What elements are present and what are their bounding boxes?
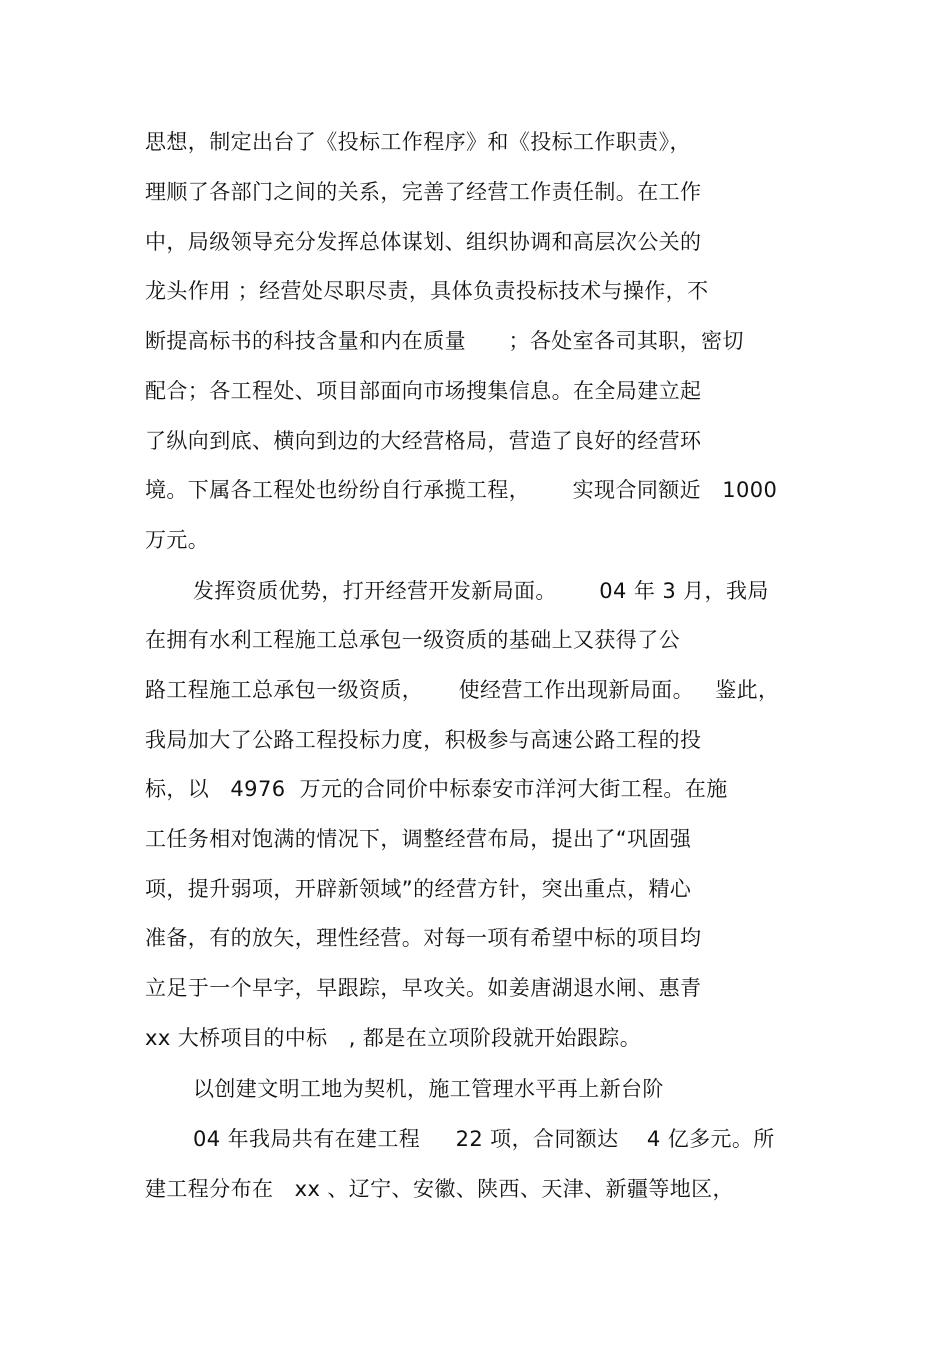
paragraph-line: 项，提升弱项，开辟新领域”的经营方针，突出重点，精心 bbox=[145, 877, 692, 901]
paragraph-line: 发挥资质优势，打开经营开发新局面。 04 年 3 月，我局 bbox=[193, 579, 769, 603]
paragraph-line: 境。下属各工程处也纷纷自行承揽工程， 实现合同额近 1000 bbox=[145, 478, 778, 502]
paragraph-line: 04 年我局共有在建工程 22 项，合同额达 4 亿多元。所 bbox=[193, 1127, 775, 1151]
paragraph-line: 工任务相对饱满的情况下，调整经营布局，提出了“巩固强 bbox=[145, 827, 692, 851]
paragraph-line: 准备，有的放矢，理性经营。对每一项有希望中标的项目均 bbox=[145, 926, 702, 950]
paragraph-line: 建工程分布在 xx 、辽宁、安徽、陕西、天津、新疆等地区， bbox=[145, 1177, 734, 1201]
paragraph-line: 了纵向到底、横向到边的大经营格局，营造了良好的经营环 bbox=[145, 429, 702, 453]
paragraph-line: 配合；各工程处、项目部面向市场搜集信息。在全局建立起 bbox=[145, 379, 702, 403]
paragraph-line: 我局加大了公路工程投标力度，积极参与高速公路工程的投 bbox=[145, 728, 702, 752]
paragraph-line: 理顺了各部门之间的关系，完善了经营工作责任制。在工作 bbox=[145, 180, 702, 204]
paragraph-line: 万元。 bbox=[145, 528, 210, 552]
paragraph-line: 在拥有水利工程施工总承包一级资质的基础上又获得了公 bbox=[145, 628, 680, 652]
paragraph-line: xx 大桥项目的中标 , 都是在立项阶段就开始跟踪。 bbox=[145, 1026, 642, 1050]
paragraph-line: 路工程施工总承包一级资质， 使经营工作出现新局面。 鉴此， bbox=[145, 678, 780, 702]
paragraph-line: 中，局级领导充分发挥总体谋划、组织协调和高层次公关的 bbox=[145, 230, 702, 254]
paragraph-line: 立足于一个早字，早跟踪，早攻关。如姜唐湖退水闸、惠青 bbox=[145, 976, 702, 1000]
paragraph-line: 龙头作用 ；经营处尽职尽责，具体负责投标技术与操作，不 bbox=[145, 279, 709, 303]
paragraph-line: 思想，制定出台了《投标工作程序》和《投标工作职责》， bbox=[145, 130, 691, 154]
section-heading: 以创建文明工地为契机，施工管理水平再上新台阶 bbox=[193, 1077, 664, 1101]
paragraph-line: 断提高标书的科技含量和内在质量 ；各处室各司其职，密切 bbox=[145, 329, 744, 353]
paragraph-line: 标，以 4976 万元的合同价中标泰安市洋河大街工程。在施 bbox=[145, 777, 728, 801]
